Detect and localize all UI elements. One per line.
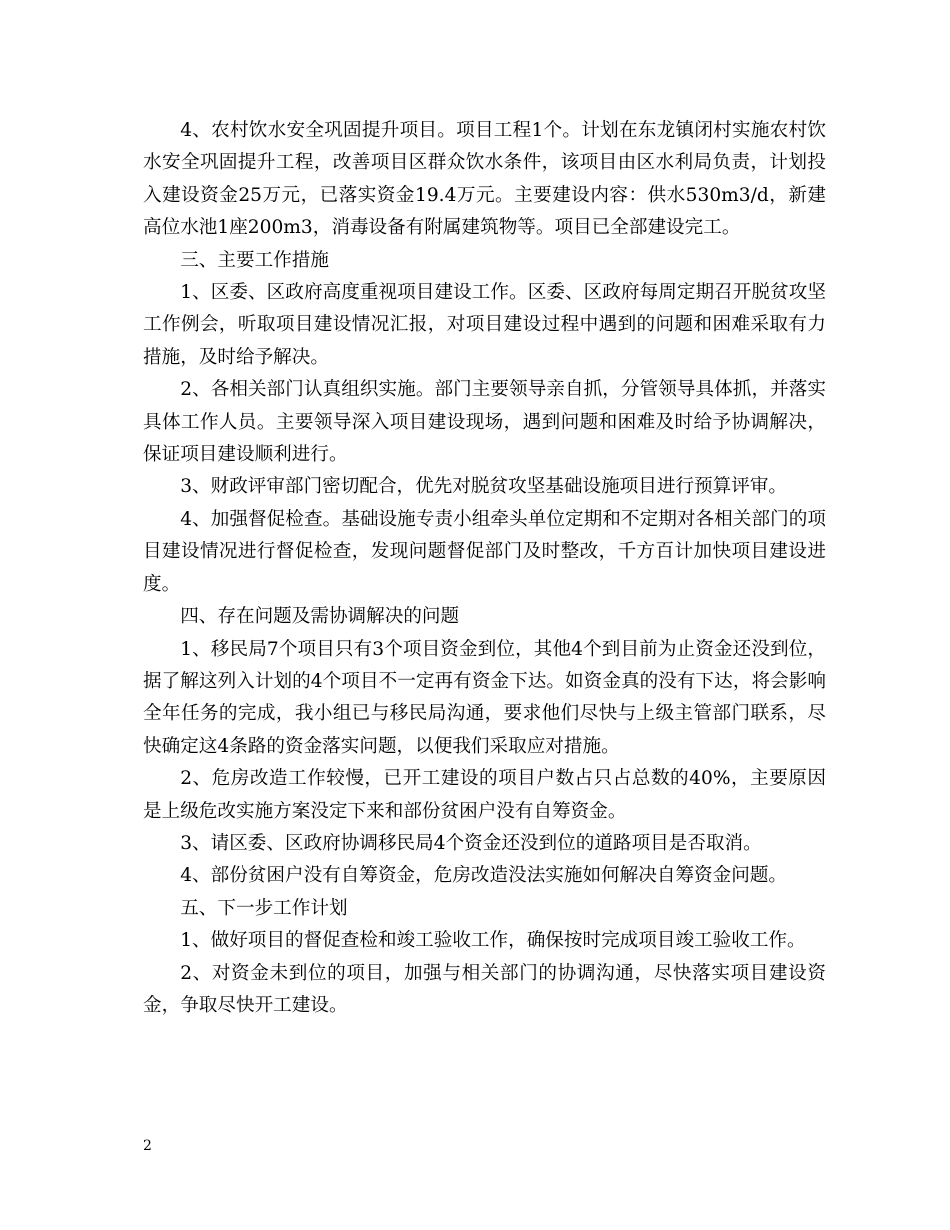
paragraph-problem-3: 3、请区委、区政府协调移民局4个资金还没到位的道路项目是否取消。 [180, 832, 762, 854]
paragraph-measure-3: 3、财政评审部门密切配合，优先对脱贫攻坚基础设施项目进行预算评审。 [180, 476, 788, 498]
paragraph-problem-2: 2、危房改造工作较慢，已开工建设的项目户数占只占总数的40%，主要原因是上级危改实施方案没定下来和部份贫困户没有自筹资金。 [143, 768, 826, 822]
document-body [143, 115, 826, 1022]
paragraph-plan-2: 2、对资金未到位的项目，加强与相关部门的协调沟通，尽快落实项目建设资金，争取尽快开工建设。 [143, 962, 826, 1016]
page-number: 2 [143, 1138, 152, 1154]
paragraph-measure-1: 1、区委、区政府高度重视项目建设工作。区委、区政府每周定期召开脱贫攻坚工作例会，听取项目建设情况汇报，对项目建设过程中遇到的问题和困难采取有力措施，及时给予解决。 [143, 282, 826, 368]
section-heading-problems: 四、存在问题及需协调解决的问题 [180, 606, 460, 628]
paragraph-measure-2: 2、各相关部门认真组织实施。部门主要领导亲自抓，分管领导具体抓，并落实具体工作人员。主要领导深入项目建设现场，遇到问题和困难及时给予协调解决，保证项目建设顺利进行。 [143, 379, 826, 466]
paragraph-problem-1: 1、移民局7个项目只有3个项目资金到位，其他4个到目前为止资金还没到位，据了解这列入计划的4个项目不一定再有资金下达。如资金真的没有下达，将会影响全年任务的完成，我小组已与移民局沟通，要求他们尽快与上级主管部门联系，尽快确定这4条路的资金落实问题，以便我们采取应对措施。 [143, 638, 826, 757]
paragraph-rural-water: 4、农村饮水安全巩固提升项目。项目工程1个。计划在东龙镇闭村实施农村饮水安全巩固提升工程，改善项目区群众饮水条件，该项目由区水利局负责，计划投入建设资金25万元，已落实资金19.4万元。主要建设内容：供水530m3/d，新建高位水池1座200m3，消毒设备有附属建筑物等。项目已全部建设完工。 [143, 120, 826, 239]
section-heading-next-steps: 五、下一步工作计划 [180, 897, 348, 919]
paragraph-measure-4: 4、加强督促检查。基础设施专责小组牵头单位定期和不定期对各相关部门的项目建设情况进行督促检查，发现问题督促部门及时整改，千方百计加快项目建设进度。 [143, 508, 826, 595]
paragraph-problem-4: 4、部份贫困户没有自筹资金，危房改造没法实施如何解决自筹资金问题。 [180, 865, 788, 887]
section-heading-measures: 三、主要工作措施 [180, 249, 329, 271]
paragraph-plan-1: 1、做好项目的督促查检和竣工验收工作，确保按时完成项目竣工验收工作。 [180, 930, 806, 952]
